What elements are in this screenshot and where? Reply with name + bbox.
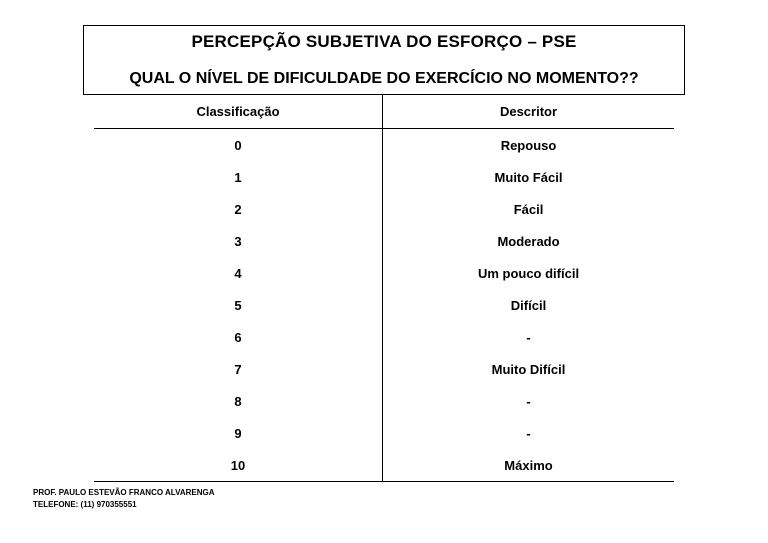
table-row bbox=[94, 321, 674, 353]
table-header-row bbox=[94, 95, 674, 129]
descriptor-cell: Moderado bbox=[497, 233, 560, 249]
table-row bbox=[94, 385, 674, 417]
classification-cell: 10 bbox=[94, 449, 383, 482]
footer-phone: TELEFONE: (11) 970355551 bbox=[33, 500, 137, 509]
classification-cell: 4 bbox=[94, 257, 383, 289]
descriptor-cell: Máximo bbox=[383, 449, 675, 482]
descriptor-cell: Um pouco difícil bbox=[477, 265, 580, 281]
column-header-classification: Classificação bbox=[94, 95, 383, 129]
column-header-descriptor: Descritor bbox=[383, 95, 675, 129]
scale-table bbox=[94, 95, 674, 482]
classification-cell: 7 bbox=[94, 353, 383, 385]
classification-cell: 9 bbox=[94, 417, 383, 449]
table-row bbox=[94, 129, 674, 162]
table-row bbox=[94, 417, 674, 449]
descriptor-cell: Fácil bbox=[513, 201, 544, 217]
descriptor-cell: - bbox=[526, 393, 531, 409]
classification-cell: 8 bbox=[94, 385, 383, 417]
table-row bbox=[94, 161, 674, 193]
table-row bbox=[94, 193, 674, 225]
descriptor-cell: Muito Difícil bbox=[491, 361, 566, 377]
footer-author: PROF. PAULO ESTEVÃO FRANCO ALVARENGA bbox=[33, 488, 215, 497]
table-row bbox=[94, 289, 674, 321]
classification-cell: 2 bbox=[94, 193, 383, 225]
table-row bbox=[94, 353, 674, 385]
scale-table-container bbox=[94, 95, 674, 483]
title-box bbox=[83, 25, 685, 95]
descriptor-cell: - bbox=[526, 329, 531, 345]
table-row bbox=[94, 225, 674, 257]
classification-cell: 0 bbox=[94, 129, 383, 162]
classification-cell: 1 bbox=[94, 161, 383, 193]
descriptor-cell: Difícil bbox=[510, 297, 547, 313]
classification-cell: 3 bbox=[94, 225, 383, 257]
descriptor-cell: Repouso bbox=[500, 137, 557, 153]
descriptor-cell: - bbox=[526, 425, 531, 441]
table-row bbox=[94, 449, 674, 482]
page-subtitle: QUAL O NÍVEL DE DIFICULDADE DO EXERCÍCIO NO MOMENTO?? bbox=[129, 70, 639, 87]
classification-cell: 6 bbox=[94, 321, 383, 353]
classification-cell: 5 bbox=[94, 289, 383, 321]
descriptor-cell: Muito Fácil bbox=[494, 169, 563, 185]
table-row bbox=[94, 257, 674, 289]
footer bbox=[33, 487, 215, 511]
page-title: PERCEPÇÃO SUBJETIVA DO ESFORÇO – PSE bbox=[191, 32, 577, 51]
